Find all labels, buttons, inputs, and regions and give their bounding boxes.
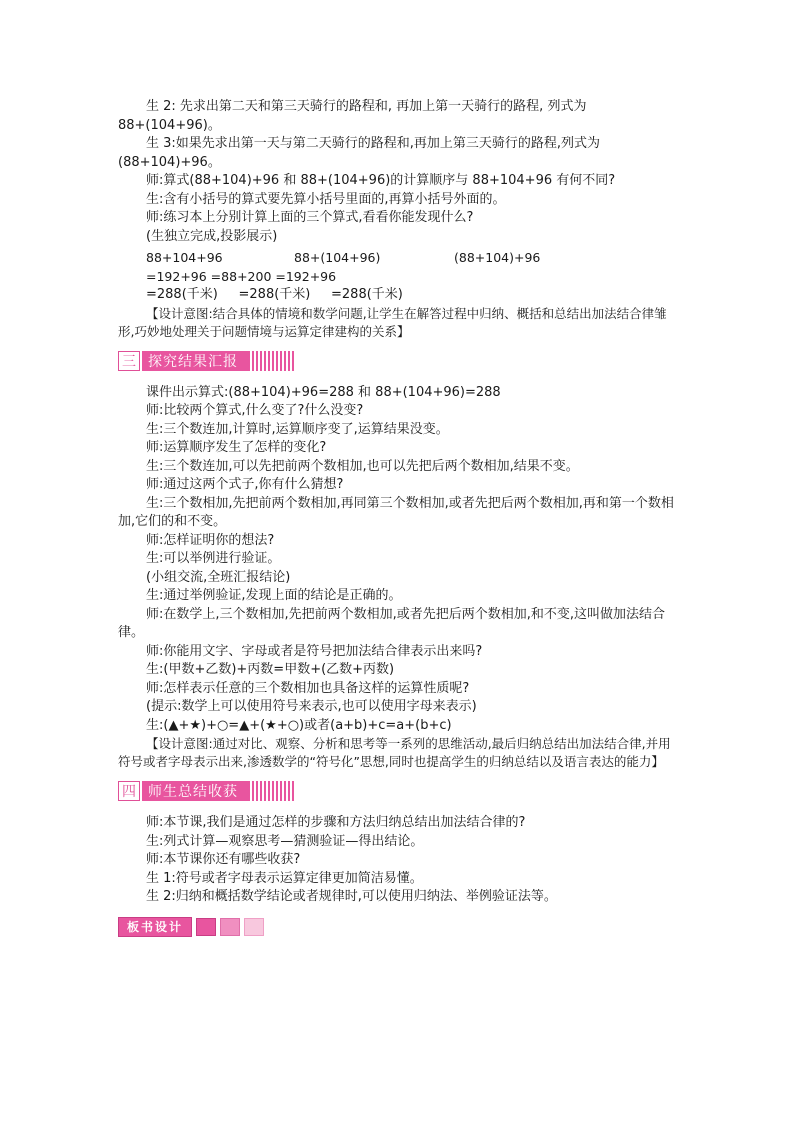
- section-header-3: [118, 350, 678, 372]
- text-line: 师:通过这两个式子,你有什么猜想?: [146, 477, 344, 492]
- calc-expression: 88+(104+96): [294, 250, 381, 265]
- text-line: 师:怎样表示任意的三个数相加也具备这样的运算性质呢?: [146, 680, 470, 696]
- calc-expression: 88+104+96: [146, 250, 223, 265]
- decor-square: [196, 918, 216, 936]
- formula-line: 生:(▲+★)+○=▲+(★+○)或者(a+b)+c=a+(b+c): [146, 717, 452, 733]
- text-paragraph: 师:在数学上,三个数相加,先把前两个数相加,或者先把后两个数相加,和不变,这叫做加法结合律。: [118, 606, 666, 640]
- text-line: 师:本节课你还有哪些收获?: [146, 852, 301, 867]
- text-line: 师:怎样证明你的想法?: [146, 532, 275, 548]
- decor-square: [220, 918, 240, 936]
- section-stripes-decoration: [248, 351, 294, 371]
- text-line: 师:你能用文字、字母或者是符号把加法结合律表示出来吗?: [146, 643, 483, 659]
- text-line: 师:运算顺序发生了怎样的变化?: [146, 440, 327, 455]
- text-line: 生 2:归纳和概括数学结论或者规律时,可以使用归纳法、举例验证法等。: [146, 889, 557, 904]
- text-line: 生:含有小括号的算式要先算小括号里面的,再算小括号外面的。: [146, 191, 506, 207]
- text-line: 生:三个数连加,可以先把前两个数相加,也可以先把后两个数相加,结果不变。: [146, 458, 579, 474]
- text-line: 生 3:如果先求出第一天与第二天骑行的路程和,再加上第三天骑行的路程,列式为: [146, 136, 601, 151]
- calc-step: =192+96 =88+200 =192+96: [146, 268, 337, 284]
- section-title: 师生总结收获: [142, 781, 248, 801]
- section-title: 探究结果汇报: [142, 351, 248, 371]
- calc-expression: (88+104)+96: [454, 250, 541, 265]
- decor-square: [244, 918, 264, 936]
- design-note: 【设计意图:通过对比、观察、分析和思考等一系列的思维活动,最后归纳总结出加法结合律,并用符号或者字母表示出来,渗透数学的“符号化”思想,同时也提高学生的归纳总结以及语言表达的能力】: [118, 736, 671, 769]
- calculation-row: [118, 249, 678, 268]
- calc-result: =288(千米) =288(千米) =288(千米): [146, 287, 403, 302]
- text-line: 生:列式计算—观察思考—猜测验证—得出结论。: [146, 833, 424, 849]
- text-line: (提示:数学上可以使用符号来表示,也可以使用字母来表示): [146, 699, 477, 714]
- text-line: (生独立完成,投影展示): [146, 228, 278, 244]
- text-line: 课件出示算式:(88+104)+96=288 和 88+(104+96)=288: [146, 384, 501, 400]
- text-line: (88+104)+96。: [118, 154, 221, 170]
- text-line: 师:本节课,我们是通过怎样的步骤和方法归纳总结出加法结合律的?: [146, 815, 526, 830]
- section-stripes-decoration: [248, 781, 294, 801]
- design-note: 【设计意图:结合具体的情境和数学问题,让学生在解答过程中归纳、概括和总结出加法结合律雏形,巧妙地处理关于问题情境与运算定律建构的关系】: [118, 305, 667, 339]
- text-line: 生:(甲数+乙数)+丙数=甲数+(乙数+丙数): [146, 662, 395, 677]
- board-design-header: [118, 917, 678, 937]
- text-line: 88+(104+96)。: [118, 117, 221, 133]
- text-line: 生:可以举例进行验证。: [146, 551, 281, 566]
- text-line: 生:三个数连加,计算时,运算顺序变了,运算结果没变。: [146, 421, 449, 437]
- text-line: 师:比较两个算式,什么变了?什么没变?: [146, 403, 364, 418]
- text-line: 生:通过举例验证,发现上面的结论是正确的。: [146, 588, 402, 603]
- section-header-4: [118, 780, 678, 802]
- text-line: 师:算式(88+104)+96 和 88+(104+96)的计算顺序与 88+104+96 有何不同?: [146, 173, 616, 188]
- document-content: [118, 98, 678, 937]
- text-paragraph: 生:三个数相加,先把前两个数相加,再同第三个数相加,或者先把后两个数相加,再和第一个数相加,它们的和不变。: [118, 495, 674, 529]
- text-line: 生 2: 先求出第二天和第三天骑行的路程和, 再加上第一天骑行的路程, 列式为: [146, 99, 587, 114]
- text-line: 生 1:符号或者字母表示运算定律更加简洁易懂。: [146, 870, 423, 886]
- text-line: (小组交流,全班汇报结论): [146, 569, 291, 585]
- section-number: 三: [118, 351, 140, 371]
- section-number: 四: [118, 781, 140, 801]
- text-line: 师:练习本上分别计算上面的三个算式,看看你能发现什么?: [146, 210, 474, 225]
- board-design-label: 板书设计: [118, 917, 192, 937]
